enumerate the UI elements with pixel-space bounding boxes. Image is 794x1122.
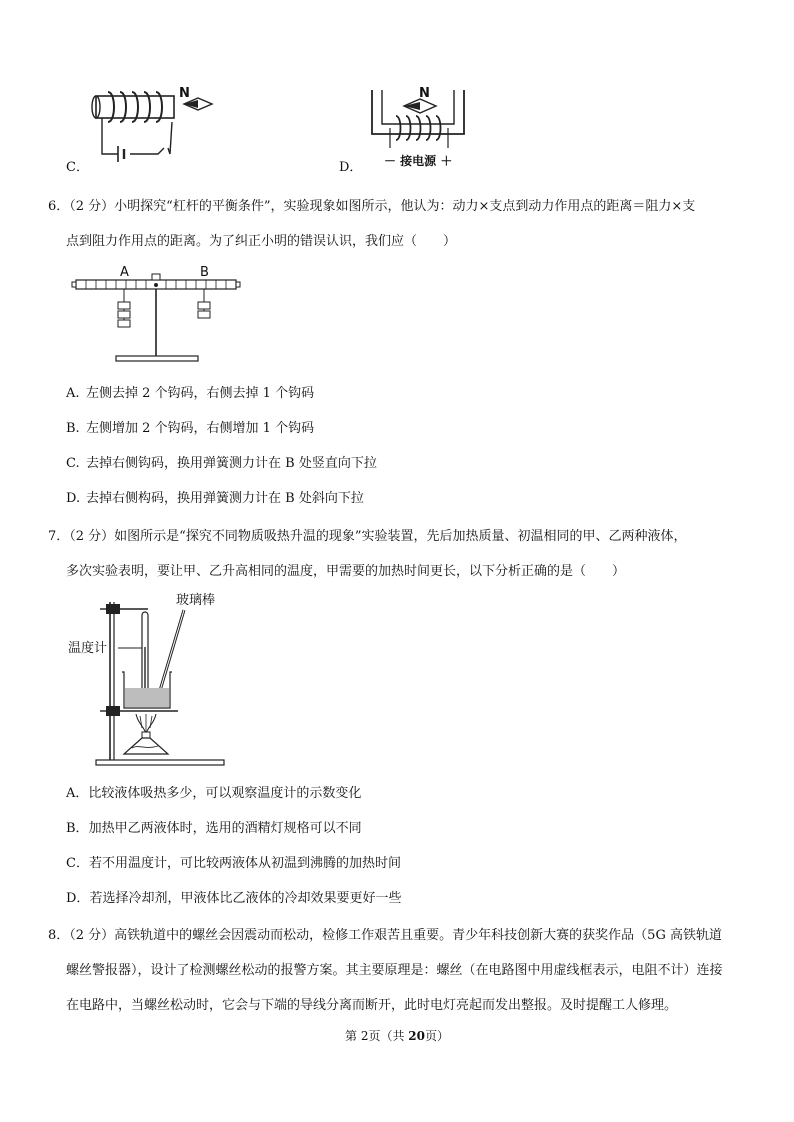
- q7-option-c-key: C．: [66, 856, 89, 871]
- q6-option-c-text: 去掉右侧钩码，换用弹簧测力计在 B 处竖直向下拉: [86, 456, 377, 471]
- d-pole-label: N: [419, 86, 430, 101]
- q7-option-c[interactable]: [66, 854, 401, 874]
- q6-option-b[interactable]: [66, 419, 314, 439]
- q7-option-d-key: D．: [66, 891, 90, 906]
- footer-total-pages: 20: [408, 1029, 425, 1043]
- q6-option-a[interactable]: [66, 384, 314, 404]
- option-d-label: D．: [339, 160, 363, 175]
- q6-option-d[interactable]: [66, 489, 364, 509]
- q6-option-d-key: D.: [66, 491, 81, 506]
- q6-option-b-key: B.: [66, 421, 80, 436]
- solenoid-c-diagram: [88, 82, 218, 162]
- option-c-label: C．: [66, 160, 89, 175]
- q6-option-a-key: A.: [66, 386, 80, 401]
- q7-option-b[interactable]: [66, 819, 362, 839]
- lever-diagram: [70, 264, 250, 366]
- q7-stem-line1: 7．（2 分）如图所示是“探究不同物质吸热升温的现象”实验装置，先后加热质量、初温相同的甲、乙两种液体，: [48, 529, 687, 544]
- heating-apparatus-diagram: [66, 592, 256, 772]
- q6-option-c[interactable]: [66, 454, 377, 474]
- c-pole-label: N: [179, 86, 190, 101]
- q8-stem-line3: 在电路中，当螺丝松动时，它会与下端的导线分离而断开，此时电灯亮起而发出整报。及时提醒工人修理。: [66, 998, 678, 1013]
- q7-option-b-key: B．: [66, 821, 89, 836]
- footer-suffix: 页）: [424, 1029, 449, 1043]
- q8-stem-line1: 8．（2 分）高铁轨道中的螺丝会因震动而松动，检修工作艰苦且重要。青少年科技创新大赛的获奖作品（5G 高铁轨道: [48, 928, 722, 943]
- q6-option-c-key: C.: [66, 456, 80, 471]
- q7-option-b-text: 加热甲乙两液体时，选用的酒精灯规格可以不同: [88, 821, 362, 836]
- q6-option-a-text: 左侧去掉 2 个钩码，右侧去掉 1 个钩码: [86, 386, 315, 401]
- q7-option-c-text: 若不用温度计，可比较两液体从初温到沸腾的加热时间: [88, 856, 401, 871]
- d-power-label: － 接电源 ＋: [384, 154, 453, 168]
- q6-option-d-text: 去掉右侧构码，换用弹簧测力计在 B 处斜向下拉: [86, 491, 364, 506]
- page-footer: [0, 1027, 794, 1044]
- q7-option-d-text: 若选择冷却剂，甲液体比乙液体的冷却效果要更好一些: [89, 891, 402, 906]
- lever-label-b: B: [200, 265, 209, 280]
- option-d-figure: [366, 88, 476, 172]
- q7-stem-line2: 多次实验表明，要让甲、乙升高相同的温度，甲需要的加热时间更长，以下分析正确的是（ ）: [66, 564, 626, 579]
- lever-label-a: A: [120, 265, 129, 280]
- footer-prefix: 第 2页（共: [345, 1029, 409, 1043]
- glass-rod-label: 玻璃棒: [176, 593, 216, 608]
- q6-option-b-text: 左侧增加 2 个钩码，右侧增加 1 个钩码: [86, 421, 315, 436]
- q7-option-d[interactable]: [66, 889, 401, 909]
- thermometer-label: 温度计: [68, 641, 108, 656]
- q7-option-a-text: 比较液体吸热多少，可以观察温度计的示数变化: [88, 786, 362, 801]
- q6-lever-figure: [70, 264, 250, 366]
- q7-heating-figure: [66, 592, 256, 772]
- q6-stem-line2: 点到阻力作用点的距离。为了纠正小明的错误认识，我们应（ ）: [66, 234, 457, 249]
- option-c-figure: [88, 82, 218, 162]
- q6-stem-line1: 6．（2 分）小明探究“杠杆的平衡条件”，实验现象如图所示，他认为：动力×支点到动力作用点的距离＝阻力×支: [48, 199, 696, 214]
- q8-stem-line2: 螺丝警报器），设计了检测螺丝松动的报警方案。其主要原理是：螺丝（在电路图中用虚线框表示，电阻不计）连接: [66, 963, 723, 978]
- q7-option-a[interactable]: [66, 784, 361, 804]
- u-magnet-d-diagram: [366, 88, 476, 172]
- q7-option-a-key: A．: [66, 786, 89, 801]
